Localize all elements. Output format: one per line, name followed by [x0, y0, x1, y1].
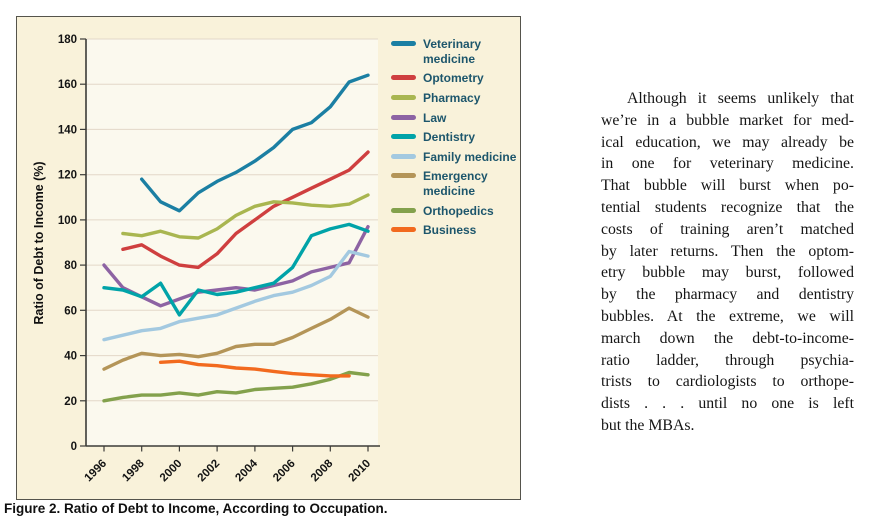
legend-item [391, 204, 520, 219]
x-tick-label: 1998 [120, 457, 147, 485]
legend-item-label: Emergency medicine [423, 169, 488, 198]
article-line: by later returns. Then the optom- [601, 242, 854, 260]
figure-panel [16, 16, 521, 500]
y-tick-label: 160 [57, 79, 77, 92]
article-line: trists to cardiologists to orthope- [601, 373, 854, 391]
article-line: we’re in a bubble market for med- [601, 111, 854, 129]
legend-item-label: Law [423, 110, 447, 125]
legend-swatch [391, 173, 416, 178]
x-tick-label: 2010 [346, 457, 374, 485]
legend-item-label: Veterinary medicine [423, 37, 482, 66]
article-line: by the pharmacy and dentistry [601, 286, 854, 304]
legend-item [391, 169, 520, 198]
article-line: dists . . . until no one is left [601, 395, 854, 413]
legend-item-label: Optometry [423, 71, 484, 86]
legend-item-label: Dentistry [423, 130, 476, 145]
legend-item [391, 150, 520, 165]
legend-item-label: Pharmacy [423, 90, 481, 105]
article-line: bubbles. At the extreme, we will [601, 307, 854, 325]
article-line: Although it seems unlikely that [627, 90, 854, 107]
legend-item [391, 37, 520, 66]
y-tick-label: 100 [57, 214, 77, 227]
x-tick-label: 1996 [82, 457, 110, 485]
legend-swatch [391, 95, 416, 100]
article-paragraph [601, 88, 854, 437]
legend-swatch [391, 75, 416, 80]
article-line: etry bubble may burst, followed [601, 264, 854, 282]
y-tick-label: 40 [64, 350, 77, 363]
y-tick-label: 0 [70, 441, 77, 453]
article-line: but the MBAs. [601, 416, 695, 434]
legend-swatch [391, 227, 416, 232]
legend-item [391, 91, 520, 106]
x-tick-label: 2006 [271, 457, 298, 485]
article-line: march down the debt-to-income- [601, 329, 854, 347]
article-line: ical education, we may already be [601, 133, 854, 151]
x-tick-label: 2008 [308, 457, 336, 485]
legend-item-label: Business [423, 223, 477, 238]
legend-swatch [391, 154, 416, 159]
x-tick-label: 2002 [195, 457, 223, 485]
article-line: in one for veterinary medicine. [601, 155, 854, 173]
legend-swatch [391, 134, 416, 139]
legend-item-label: Family medicine [423, 149, 517, 164]
legend-swatch [391, 115, 416, 120]
y-tick-label: 180 [57, 34, 77, 46]
y-axis-title: Ratio of Debt to Income (%) [32, 161, 46, 325]
legend-item [391, 223, 520, 238]
y-tick-label: 120 [57, 169, 77, 182]
y-tick-label: 140 [57, 124, 77, 137]
figure-caption: Figure 2. Ratio of Debt to Income, According to Occupation. [4, 501, 388, 516]
legend-item [391, 130, 520, 145]
x-tick-label: 2000 [157, 457, 185, 485]
article-line: ratio ladder, through psychia- [601, 351, 854, 369]
y-tick-label: 60 [64, 305, 77, 318]
article-line: That bubble will burst when po- [601, 177, 854, 195]
legend-swatch [391, 41, 416, 46]
legend-swatch [391, 208, 416, 213]
article-line: costs of training aren’t matched [601, 220, 854, 238]
legend-item [391, 71, 520, 86]
y-tick-label: 80 [64, 260, 77, 273]
article-line: tential students recognize that the [601, 198, 854, 216]
x-tick-label: 2004 [233, 457, 261, 485]
legend [391, 37, 520, 238]
legend-item [391, 111, 520, 126]
legend-item-label: Orthopedics [423, 203, 494, 218]
y-tick-label: 20 [64, 395, 77, 408]
